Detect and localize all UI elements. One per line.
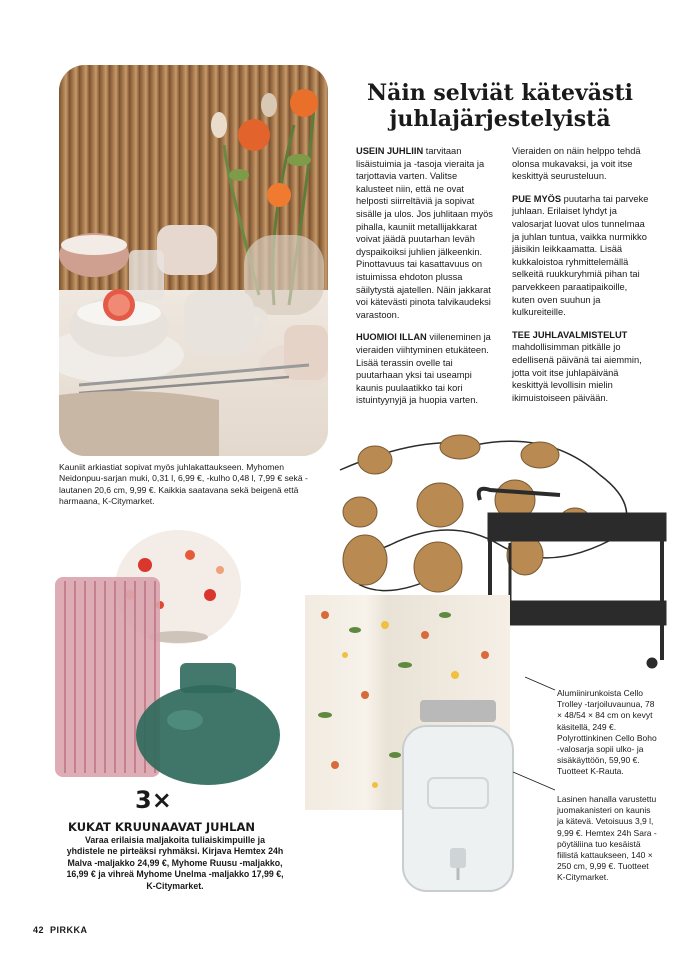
lead-in: HUOMIOI ILLAN <box>356 332 427 343</box>
lead-in: TEE JUHLAVALMISTELUT <box>512 329 628 340</box>
lid-icon <box>420 700 496 722</box>
tap-icon <box>450 848 466 868</box>
vases-photo <box>50 525 300 790</box>
paragraph <box>512 193 650 319</box>
paragraph <box>356 331 494 407</box>
page-footer <box>33 925 88 935</box>
vases-heading: KUKAT KRUUNAAVAT JUHLAN <box>68 820 255 834</box>
vases-description: Varaa erilaisia maljakoita tuliaiskimpuille ja yhdistele ne pirteäksi ryhmäksi. Kirjava Hemtex 24h Malva -maljakko 24,99 €, Myhome Ruusu -maljakko, 16,99 € ja vihreä Myhome Unelma -maljakko 17,99 €, K-Citymarket. <box>66 835 284 891</box>
paragraph <box>356 145 494 321</box>
paragraph-text: mahdollisimman pitkälle jo edellisenä päivänä tai aiemmin, jotta voit itse juhlapäivänä keskittyä levollisin mielin ikimuistoiseen päivään. <box>512 342 642 403</box>
paragraph <box>512 145 650 183</box>
paragraph-text: puutarha tai parveke juhlaan. Erilaiset lyhdyt ja valosarjat luovat ulos tunnelmaa ja juhlan tuntua, vaikka nurmikko jäisikin leikkaamatta. Lisää kukkaloistoa ryhmittelemällä selkeitä ruukkuryhmiä pihan tai parvekkeen paraatipaikoille, kuten oven suuhun ja kulkureiteille. <box>512 193 649 318</box>
magazine-brand: PIRKKA <box>50 925 88 935</box>
lead-in: PUE MYÖS <box>512 193 562 204</box>
caption-trolley: Alumiinirunkoista Cello Trolley -tarjoiluvaunua, 78 × 48/54 × 84 cm on kevyt käsitellä, 249 €. Polyrottinkinen Cello Boho -valosarja sopii ulko- ja sisäkäyttöön, 59,90 €. Tuotteet K-Rauta. <box>557 688 657 777</box>
article-title: Näin selviät kätevästi juhlajärjestelyistä <box>367 80 633 132</box>
paragraph-text: Vieraiden on näin helppo tehdä olonsa mukavaksi, ja voit itse keskittyä seurusteluun. <box>512 146 641 182</box>
tableware-illustration <box>59 65 328 456</box>
paragraph-text: tarvitaan lisäistuimia ja -tasoja vieraita ja tarjottavia varten. Valitse kalusteet niin, että ne ovat helposti siirreltäviä ja sopivat sisälle ja ulos. Jos juhlitaan myös pihalla, kauniit metallijakkarat voivat jäädä puutarhan leväh dyspaikoiksi juhlien jälkeenkin. Pinottavuus tai kasattavuus on istuimissa ehdoton plussa säilytystä ajatellen. Näin jakkarat voi kätevästi pinota talvikaudeksi varastoon. <box>356 146 493 320</box>
article-column-left <box>356 145 494 417</box>
page-number: 42 <box>33 925 45 935</box>
caption-dispenser: Lasinen hanalla varustettu juomakanisteri on kaunis ja kätevä. Vetoisuus 3,9 l, 9,99 €. Hemtex 24h Sara -pöytäliina tuo kesäistä fiilistä kattaukseen, 140 × 250 cm, 9,99 €. Tuotteet K-Citymarket. <box>557 794 657 883</box>
caption-pointer-lines <box>505 672 560 792</box>
article-column-right <box>512 145 650 414</box>
drink-dispenser-photo <box>398 698 518 898</box>
lead-in: USEIN JUHLIIN <box>356 146 424 156</box>
caption-dishes: Kauniit arkiastiat sopivat myös juhlakattaukseen. Myhomen Neidonpuu-sarjan muki, 0,31 l, 6,99 €, -kulho 0,48 l, 7,99 € sekä -lautanen 20,6 cm, 9,99 €. Kaikkia saatavana sekä beigenä että harmaana, K-Citymarket. <box>59 462 308 506</box>
quantity-badge: 3× <box>135 786 172 814</box>
paragraph-text: viileneminen ja vieraiden viihtyminen etukäteen. Lisää terassin ovelle tai puutarhaan yksi tai useampi kaunis puulaatikko tai kori istuintyynyjä ja huopia varten. <box>356 332 491 406</box>
table-setting-photo <box>59 65 328 456</box>
paragraph <box>512 329 650 405</box>
